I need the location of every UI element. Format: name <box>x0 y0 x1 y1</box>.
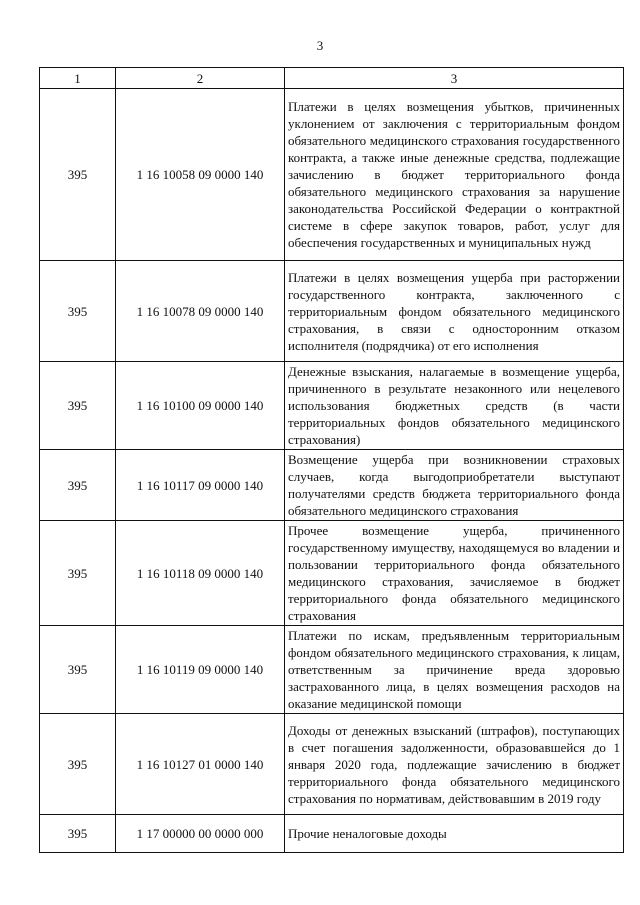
kbk-code-cell: 1 16 10118 09 0000 140 <box>116 521 285 626</box>
revenue-name-cell: Платежи по искам, предъявленным территориальным фондом обязательного медицинского страхования, к лицам, ответственным за причинение вреда здоровью застрахованного лица, в целях возмещения расходов на оказание медицинской помощи <box>285 626 624 714</box>
admin-code-cell: 395 <box>40 521 116 626</box>
table-row <box>40 362 624 450</box>
kbk-code-cell: 1 16 10127 01 0000 140 <box>116 714 285 815</box>
kbk-code-cell: 1 17 00000 00 0000 000 <box>116 815 285 853</box>
kbk-code-cell: 1 16 10100 09 0000 140 <box>116 362 285 450</box>
admin-code-cell: 395 <box>40 815 116 853</box>
table-row <box>40 261 624 362</box>
admin-code-cell: 395 <box>40 362 116 450</box>
table-row <box>40 714 624 815</box>
table-header-row <box>40 68 624 89</box>
page-number: 3 <box>316 38 324 53</box>
kbk-code-cell: 1 16 10119 09 0000 140 <box>116 626 285 714</box>
column-header-2: 2 <box>116 68 285 89</box>
admin-code-cell: 395 <box>40 89 116 261</box>
revenue-name-cell: Платежи в целях возмещения ущерба при расторжении государственного контракта, заключенного с территориальным фондом обязательного медицинского страхования, в связи с односторонним отказом исполнителя (подрядчика) от его исполнения <box>285 261 624 362</box>
kbk-code-cell: 1 16 10078 09 0000 140 <box>116 261 285 362</box>
revenue-name-cell: Доходы от денежных взысканий (штрафов), поступающих в счет погашения задолженности, образовавшейся до 1 января 2020 года, подлежащие зачислению в бюджет территориального фонда обязательного медицинского страхования по нормативам, действовавшим в 2019 году <box>285 714 624 815</box>
revenue-name-cell: Прочие неналоговые доходы <box>285 815 624 853</box>
revenue-name-cell: Платежи в целях возмещения убытков, причиненных уклонением от заключения с территориальным фондом обязательного медицинского страхования государственного контракта, а также иные денежные средства, подлежащие зачислению в бюджет территориального фонда обязательного медицинского страхования за нарушение законодательства Российской Федерации о контрактной системе в сфере закупок товаров, работ, услуг для обеспечения государственных и муниципальных нужд <box>285 89 624 261</box>
kbk-code-cell: 1 16 10117 09 0000 140 <box>116 450 285 521</box>
column-header-1: 1 <box>40 68 116 89</box>
table-row <box>40 626 624 714</box>
revenue-codes-table <box>39 67 624 853</box>
admin-code-cell: 395 <box>40 450 116 521</box>
admin-code-cell: 395 <box>40 626 116 714</box>
admin-code-cell: 395 <box>40 714 116 815</box>
table-row <box>40 521 624 626</box>
revenue-name-cell: Возмещение ущерба при возникновении страховых случаев, когда выгодоприобретатели выступают получателями средств бюджета территориального фонда обязательного медицинского страхования <box>285 450 624 521</box>
revenue-name-cell: Денежные взыскания, налагаемые в возмещение ущерба, причиненного в результате незаконного или нецелевого использования бюджетных средств (в части территориальных фондов обязательного медицинского страхования) <box>285 362 624 450</box>
table-row <box>40 89 624 261</box>
table-row <box>40 815 624 853</box>
table-row <box>40 450 624 521</box>
revenue-name-cell: Прочее возмещение ущерба, причиненного государственному имуществу, находящемуся во владении и пользовании территориального фонда обязательного медицинского страхования, зачисляемое в бюджет территориального фонда обязательного медицинского страхования <box>285 521 624 626</box>
kbk-code-cell: 1 16 10058 09 0000 140 <box>116 89 285 261</box>
admin-code-cell: 395 <box>40 261 116 362</box>
column-header-3: 3 <box>285 68 624 89</box>
